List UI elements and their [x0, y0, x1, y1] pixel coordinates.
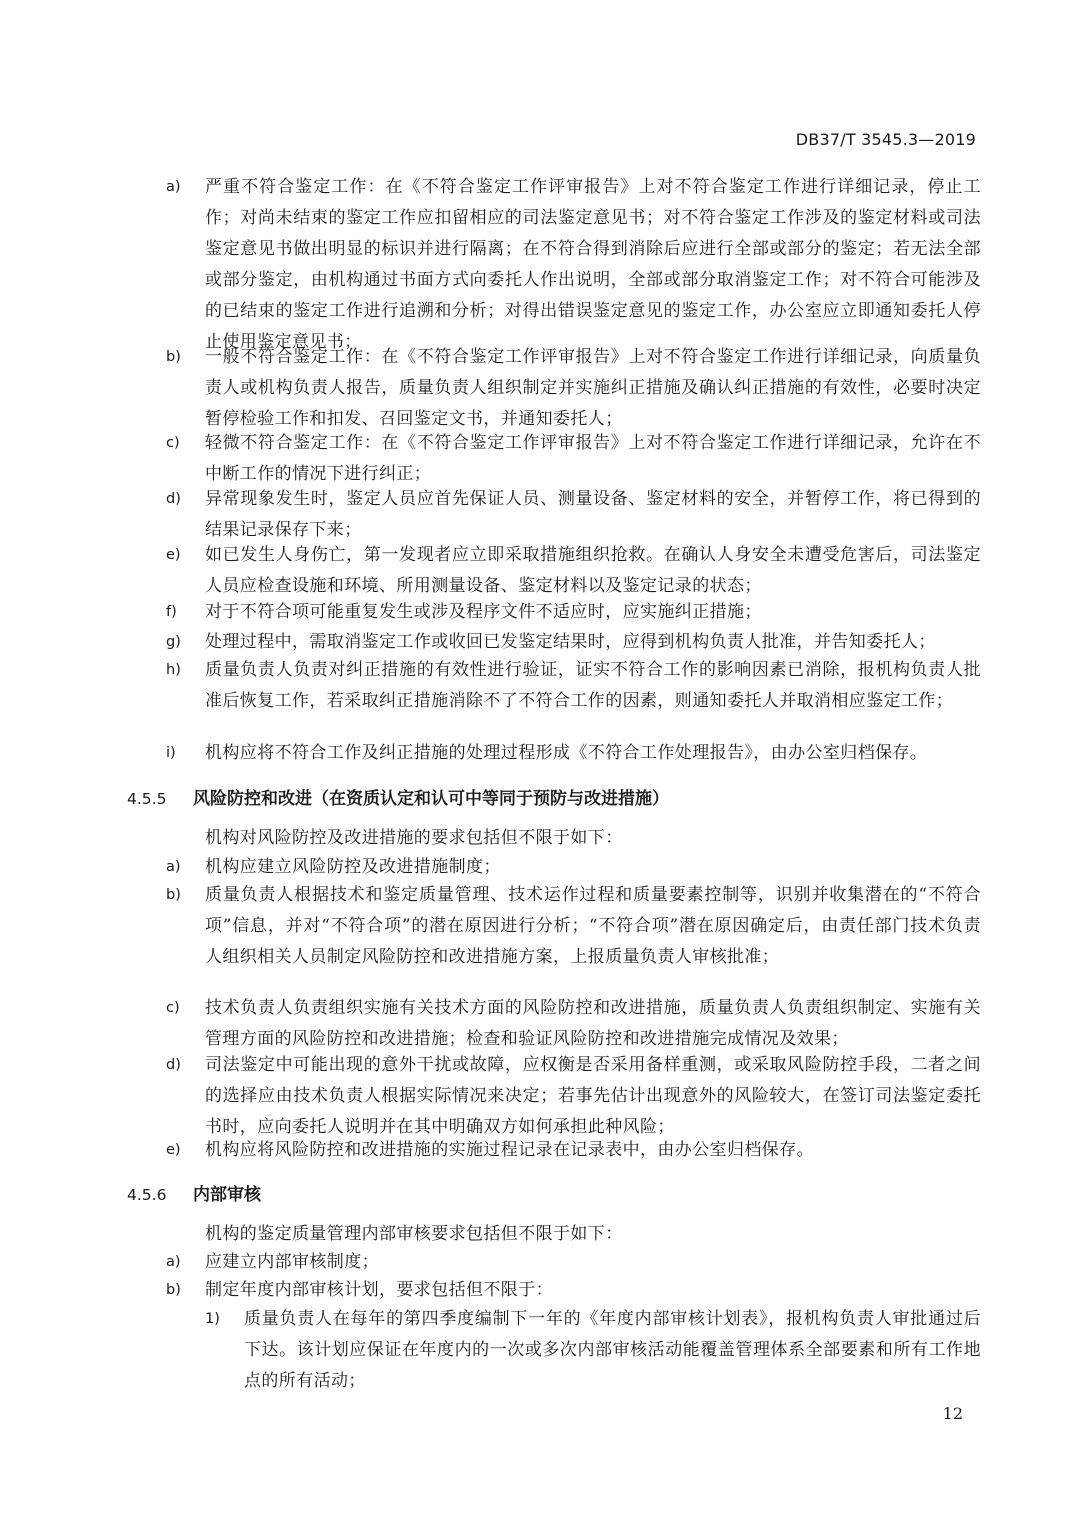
sub-list-label: 1) — [205, 1311, 220, 1327]
list-item — [166, 428, 981, 490]
list-item — [166, 880, 981, 973]
list-text: 司法鉴定中可能出现的意外干扰或故障，应权衡是否采用备样重测，或采取风险防控手段，二者之间的选择应由技术负责人根据实际情况来决定；若事先估计出现意外的风险较大，在签订司法鉴定委托书时，应向委托人说明并在其中明确双方如何承担此种风险； — [205, 1055, 981, 1137]
list-label: b) — [166, 349, 181, 365]
list-label: f) — [166, 604, 177, 620]
section-number: 4.5.6 — [127, 1186, 167, 1204]
list-item — [166, 738, 981, 769]
sub-list-text: 质量负责人在每年的第四季度编制下一年的《年度内部审核计划表》，报机构负责人审批通过后下达。该计划应保证在年度内的一次或多次内部审核活动能覆盖管理体系全部要素和所有工作地点的所有活动； — [244, 1309, 981, 1391]
list-label: a) — [166, 179, 181, 195]
section-heading-4-5-6 — [127, 1180, 261, 1211]
list-label: c) — [166, 1000, 180, 1016]
list-item — [166, 993, 981, 1055]
list-item — [166, 852, 981, 883]
list-label: c) — [166, 435, 180, 451]
list-item — [166, 627, 981, 658]
list-label: d) — [166, 1057, 181, 1073]
section-title: 风险防控和改进（在资质认定和认可中等同于预防与改进措施） — [193, 789, 669, 809]
list-text: 如已发生人身伤亡，第一发现者应立即采取措施组织抢救。在确认人身安全未遭受危害后，司法鉴定人员应检查设施和环境、所用测量设备、鉴定材料以及鉴定记录的状态； — [205, 545, 981, 596]
list-text: 轻微不符合鉴定工作：在《不符合鉴定工作评审报告》上对不符合鉴定工作进行详细记录，允许在不中断工作的情况下进行纠正； — [205, 433, 981, 484]
list-label: b) — [166, 887, 181, 903]
list-text: 技术负责人负责组织实施有关技术方面的风险防控和改进措施，质量负责人负责组织制定、实施有关管理方面的风险防控和改进措施；检查和验证风险防控和改进措施完成情况及效果； — [205, 998, 981, 1049]
list-item — [166, 342, 981, 435]
list-label: e) — [166, 547, 181, 563]
list-text: 对于不符合项可能重复发生或涉及程序文件不适应时，应实施纠正措施； — [205, 602, 762, 622]
list-text: 处理过程中，需取消鉴定工作或收回已发鉴定结果时，应得到机构负责人批准，并告知委托人； — [205, 632, 936, 652]
list-item — [166, 597, 981, 628]
list-item — [166, 1247, 981, 1278]
list-text: 质量负责人根据技术和鉴定质量管理、技术运作过程和质量要素控制等，识别并收集潜在的“不符合项”信息，并对“不符合项”的潜在原因进行分析；“不符合项”潜在原因确定后，由责任部门技术负责人组织相关人员制定风险防控和改进措施方案，上报质量负责人审核批准； — [205, 885, 981, 967]
list-text: 机构应建立风险防控及改进措施制度； — [205, 857, 501, 877]
list-text: 应建立内部审核制度； — [205, 1252, 379, 1272]
list-label: a) — [166, 1254, 181, 1270]
section-intro: 机构对风险防控及改进措施的要求包括但不限于如下： — [205, 828, 623, 848]
sub-list-item — [205, 1304, 981, 1397]
section-title: 内部审核 — [193, 1185, 261, 1205]
list-item — [166, 1275, 981, 1306]
list-item — [166, 1135, 981, 1166]
list-text: 质量负责人负责对纠正措施的有效性进行验证，证实不符合工作的影响因素已消除，报机构负责人批准后恢复工作，若采取纠正措施消除不了不符合工作的因素，则通知委托人并取消相应鉴定工作； — [205, 660, 981, 711]
page-number: 12 — [942, 1404, 963, 1423]
list-item — [166, 540, 981, 602]
list-label: g) — [166, 634, 181, 650]
list-text: 严重不符合鉴定工作：在《不符合鉴定工作评审报告》上对不符合鉴定工作进行详细记录，停止工作；对尚未结束的鉴定工作应扣留相应的司法鉴定意见书；对不符合鉴定工作涉及的鉴定材料或司法鉴定意见书做出明显的标识并进行隔离；在不符合得到消除后应进行全部或部分的鉴定；若无法全部或部分鉴定，由机构通过书面方式向委托人作出说明，全部或部分取消鉴定工作；对不符合可能涉及的已结束的鉴定工作进行追溯和分析；对得出错误鉴定意见的鉴定工作，办公室应立即通知委托人停止使用鉴定意见书； — [205, 177, 981, 352]
list-text: 制定年度内部审核计划，要求包括但不限于： — [205, 1280, 553, 1300]
list-text: 一般不符合鉴定工作：在《不符合鉴定工作评审报告》上对不符合鉴定工作进行详细记录，向质量负责人或机构负责人报告，质量负责人组织制定并实施纠正措施及确认纠正措施的有效性，必要时决定暂停检验工作和扣发、召回鉴定文书，并通知委托人； — [205, 347, 981, 429]
list-label: h) — [166, 662, 181, 678]
list-item — [166, 1050, 981, 1143]
document-code: DB37/T 3545.3—2019 — [795, 130, 976, 149]
list-label: e) — [166, 1142, 181, 1158]
list-item — [166, 484, 981, 546]
section-intro: 机构的鉴定质量管理内部审核要求包括但不限于如下： — [205, 1224, 623, 1244]
list-text: 机构应将不符合工作及纠正措施的处理过程形成《不符合工作处理报告》，由办公室归档保存。 — [205, 743, 928, 763]
list-item — [166, 655, 981, 717]
list-text: 异常现象发生时，鉴定人员应首先保证人员、测量设备、鉴定材料的安全，并暂停工作，将已得到的结果记录保存下来； — [205, 489, 981, 540]
list-item — [166, 172, 981, 358]
section-number: 4.5.5 — [127, 790, 167, 808]
section-heading-4-5-5 — [127, 784, 669, 815]
list-label: i) — [166, 745, 176, 761]
list-label: d) — [166, 491, 181, 507]
list-label: b) — [166, 1282, 181, 1298]
list-label: a) — [166, 859, 181, 875]
list-text: 机构应将风险防控和改进措施的实施过程记录在记录表中，由办公室归档保存。 — [205, 1140, 814, 1160]
